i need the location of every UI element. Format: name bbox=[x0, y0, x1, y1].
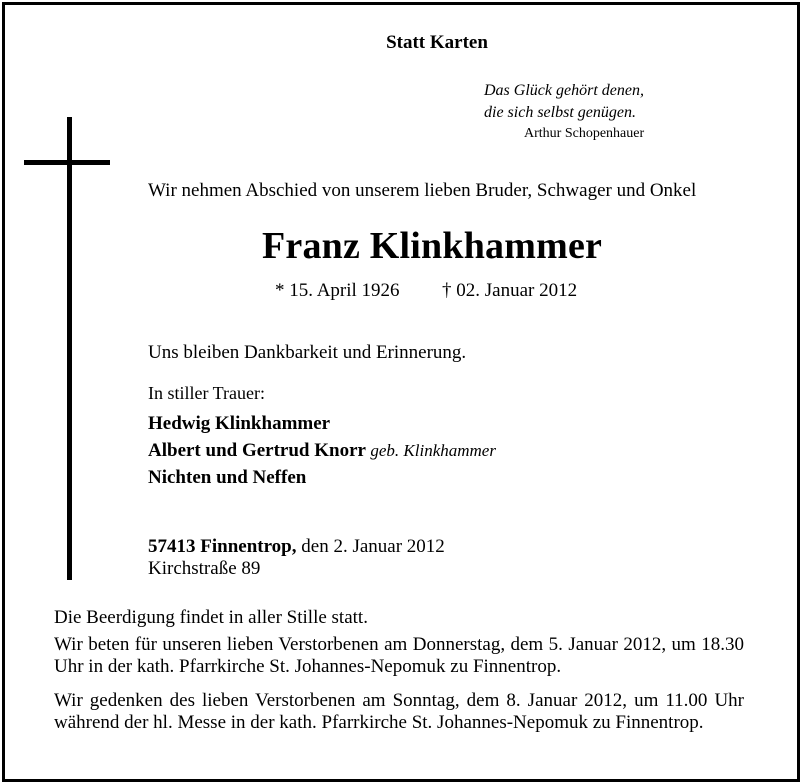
cross-icon-vertical bbox=[67, 117, 72, 580]
place-date bbox=[148, 536, 445, 558]
quote-author: Arthur Schopenhauer bbox=[524, 126, 645, 141]
burial-notice: Die Beerdigung findet in aller Stille statt. bbox=[54, 607, 368, 628]
mourner-2 bbox=[148, 440, 496, 462]
quote-line-1: Das Glück gehört denen, bbox=[484, 82, 644, 99]
header-title: Statt Karten bbox=[386, 32, 488, 53]
quote-line-2: die sich selbst genügen. bbox=[484, 104, 636, 121]
place-city: 57413 Finnentrop, bbox=[148, 536, 297, 557]
prayer-notice: Wir beten für unseren lieben Verstorbenen am Donnerstag, dem 5. Januar 2012, um 18.30 Uhr in der kath. Pfarrkirche St. Johannes-Nepomuk zu Finnentrop. bbox=[54, 634, 744, 677]
mourner-2-name: Albert und Gertrud Knorr bbox=[148, 440, 366, 461]
street-address: Kirchstraße 89 bbox=[148, 558, 261, 579]
cross-icon-horizontal bbox=[24, 160, 110, 165]
mass-notice: Wir gedenken des lieben Verstorbenen am Sonntag, dem 8. Januar 2012, um 11.00 Uhr während der hl. Messe in der kath. Pfarrkirche St. Johannes-Nepomuk zu Finnentrop. bbox=[54, 690, 744, 733]
birth-date: * 15. April 1926 bbox=[275, 280, 400, 301]
mourning-label: In stiller Trauer: bbox=[148, 383, 265, 403]
place-date-text: den 2. Januar 2012 bbox=[301, 536, 445, 557]
deceased-name: Franz Klinkhammer bbox=[262, 225, 603, 267]
intro-text: Wir nehmen Abschied von unserem lieben Bruder, Schwager und Onkel bbox=[148, 180, 697, 201]
mourner-3: Nichten und Neffen bbox=[148, 467, 307, 488]
thanks-text: Uns bleiben Dankbarkeit und Erinnerung. bbox=[148, 342, 467, 363]
mourner-1: Hedwig Klinkhammer bbox=[148, 413, 331, 434]
mourner-2-maiden-name: geb. Klinkhammer bbox=[370, 441, 496, 460]
death-date: † 02. Januar 2012 bbox=[442, 280, 578, 301]
